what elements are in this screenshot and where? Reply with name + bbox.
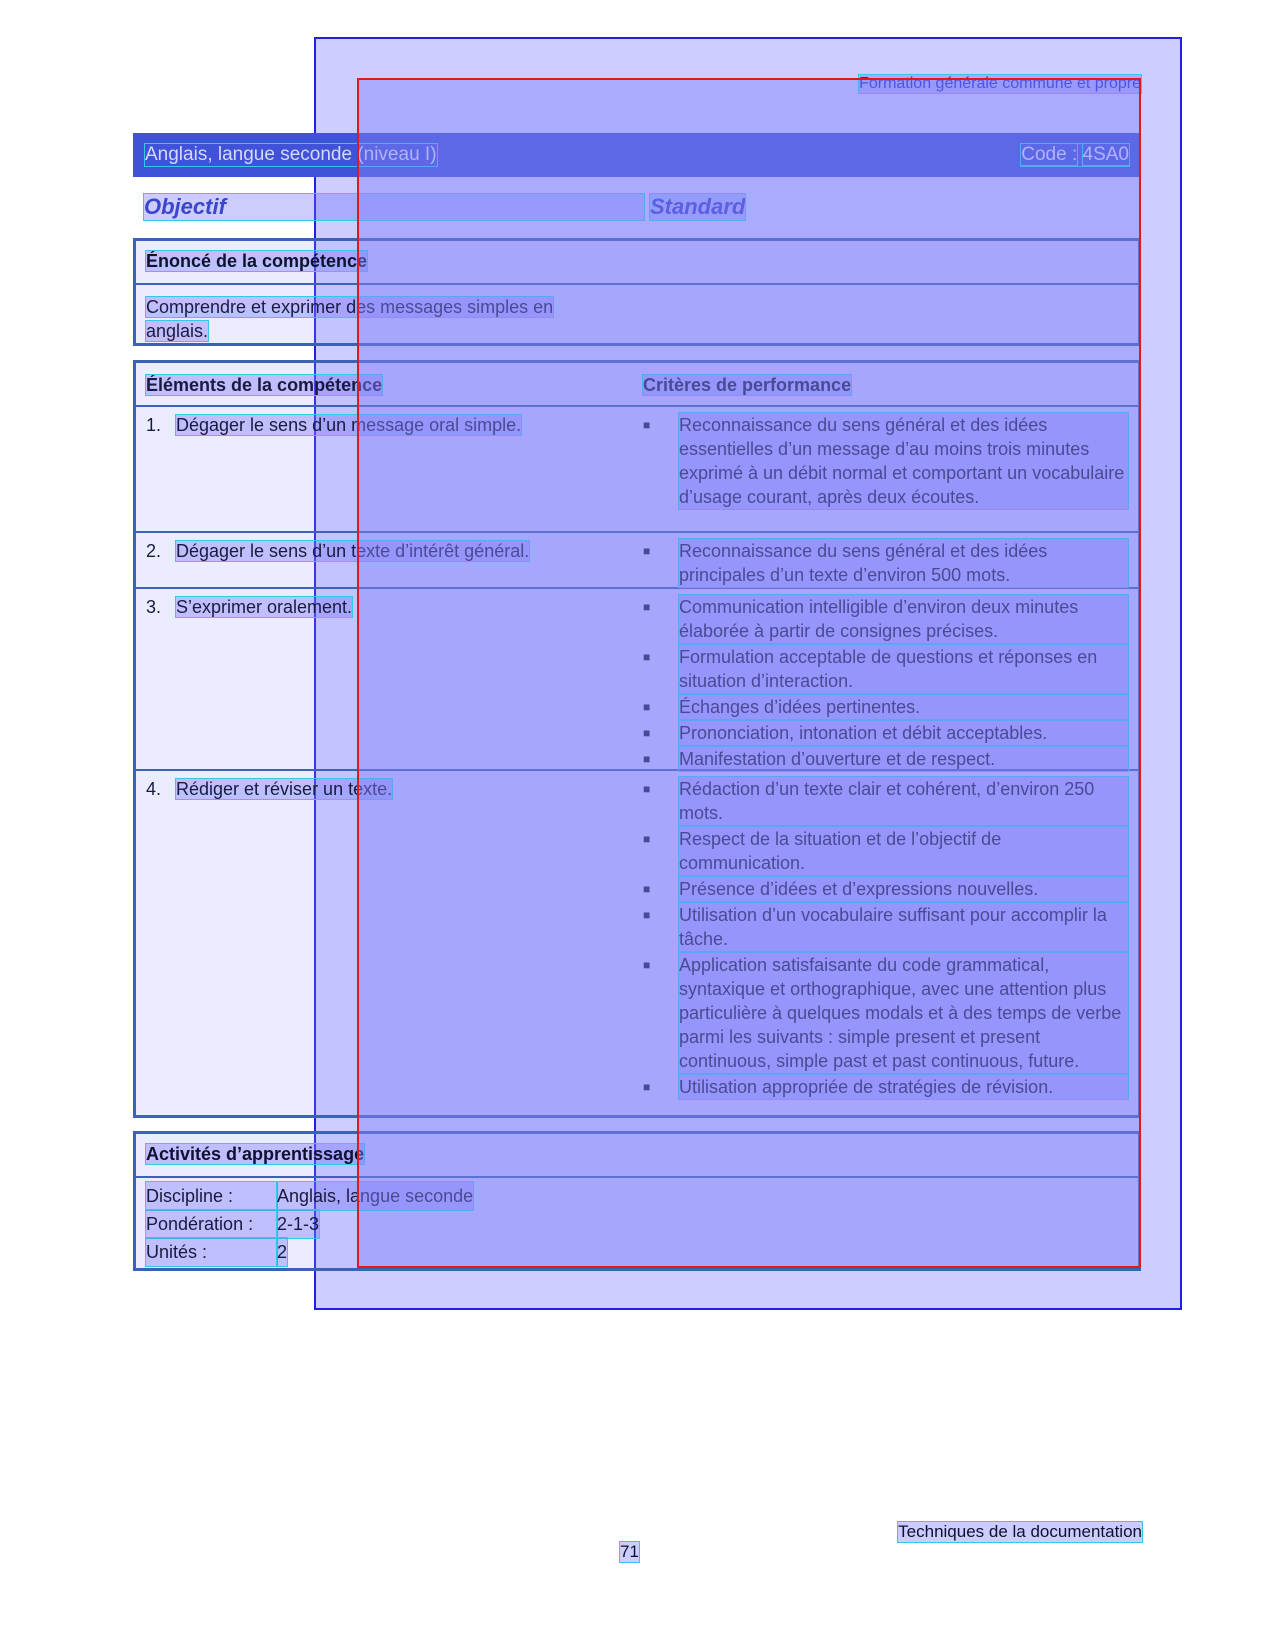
bullet-icon: ■ [643, 650, 651, 664]
criterion-item: ■ Échanges d’idées pertinentes. [643, 695, 1128, 719]
discipline-value: Anglais, langue seconde [277, 1182, 473, 1210]
bullet-icon: ■ [643, 726, 651, 740]
criterion-item: ■ Reconnaissance du sens général et des idées essentielles d’un message d’au moins trois minutes exprimé à un débit normal et comportant un vocabulaire d’usage courant, après deux écoutes. [643, 413, 1128, 509]
criterion-item: ■ Respect de la situation et de l’objectif de communication. [643, 827, 1128, 875]
bullet-icon: ■ [643, 418, 651, 432]
bullet-icon: ■ [643, 752, 651, 766]
element-text: Rédiger et réviser un texte. [176, 779, 393, 799]
criterion-item: ■ Utilisation appropriée de stratégies de révision. [643, 1075, 1128, 1099]
page-number: 71 [620, 1542, 639, 1561]
criterion-item: ■ Manifestation d’ouverture et de respect. [643, 747, 1128, 771]
element-text: S’exprimer oralement. [176, 597, 353, 617]
criterion-item: ■ Communication intelligible d’environ deux minutes élaborée à partir de consignes précises. [643, 595, 1128, 643]
bullet-icon: ■ [643, 958, 651, 972]
element-number: 4. [146, 779, 162, 799]
element-text: Dégager le sens d’un texte d’intérêt général. [176, 541, 530, 561]
element-text: Dégager le sens d’un message oral simple. [176, 415, 522, 435]
unites-label: Unités : [146, 1238, 277, 1266]
footer-program: Techniques de la documentation [898, 1522, 1142, 1541]
standard-label: Standard [650, 194, 746, 219]
bullet-icon: ■ [643, 908, 651, 922]
bullet-icon: ■ [643, 882, 651, 896]
criterion-item: ■ Rédaction d’un texte clair et cohérent, d’environ 250 mots. [643, 777, 1128, 825]
bullet-icon: ■ [643, 600, 651, 614]
code-value: 4SA0 [1082, 144, 1129, 165]
bullet-icon: ■ [643, 832, 651, 846]
bullet-icon: ■ [643, 544, 651, 558]
element-number: 3. [146, 597, 162, 617]
ponderation-value: 2-1-3 [277, 1210, 319, 1238]
criterion-item: ■ Utilisation d’un vocabulaire suffisant pour accomplir la tâche. [643, 903, 1128, 951]
criterion-item: ■ Formulation acceptable de questions et réponses en situation d’interaction. [643, 645, 1128, 693]
discipline-label: Discipline : [146, 1182, 277, 1210]
course-title: Anglais, langue seconde (niveau I) [145, 144, 437, 165]
ponderation-label: Pondération : [146, 1210, 277, 1238]
element-number: 1. [146, 415, 162, 435]
bullet-icon: ■ [643, 700, 651, 714]
enonce-title: Énoncé de la compétence [136, 241, 1138, 285]
code-label: Code : [1021, 144, 1078, 165]
criterion-item: ■ Présence d’idées et d’expressions nouvelles. [643, 877, 1128, 901]
unites-value: 2 [277, 1238, 287, 1266]
col-elements-title: Éléments de la compétence [146, 375, 383, 395]
enonce-text: Comprendre et exprimer des messages simples en anglais. [146, 297, 554, 341]
objectif-label: Objectif [144, 194, 644, 220]
bullet-icon: ■ [643, 1080, 651, 1094]
header-program-type: Formation générale commune et propre [859, 75, 1141, 92]
bullet-icon: ■ [643, 782, 651, 796]
col-criteria-title: Critères de performance [643, 375, 852, 395]
criterion-item: ■ Application satisfaisante du code grammatical, syntaxique et orthographique, avec une attention plus particulière à quelques modals et à des temps de verbe parmi les suivants : simple present et present continuous, simple past et past continuous, future. [643, 953, 1128, 1073]
activites-title: Activités d’apprentissage [136, 1134, 1138, 1178]
criterion-item: ■ Reconnaissance du sens général et des idées principales d’un texte d’environ 500 mots. [643, 539, 1128, 587]
criterion-item: ■ Prononciation, intonation et débit acceptables. [643, 721, 1128, 745]
highlight-region-inner [357, 78, 1141, 1268]
element-number: 2. [146, 541, 162, 561]
